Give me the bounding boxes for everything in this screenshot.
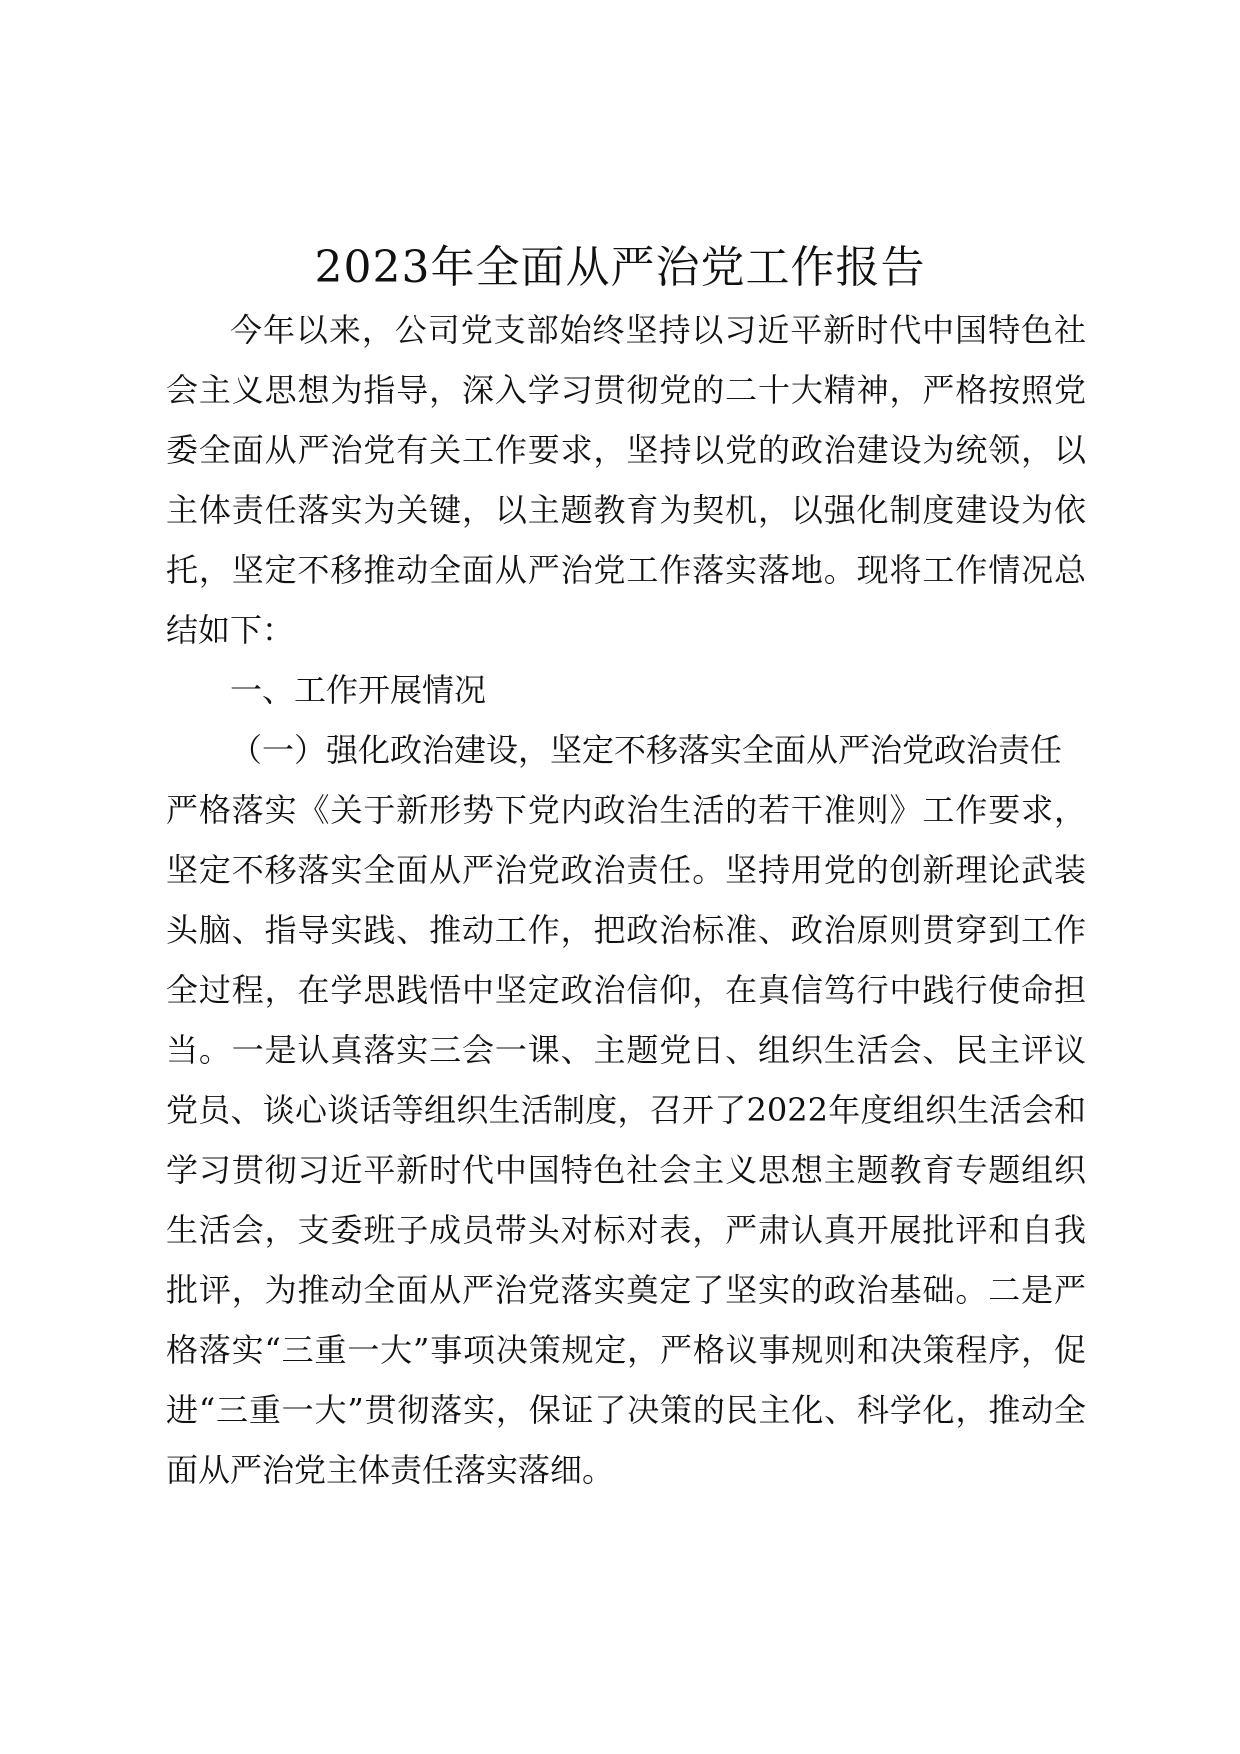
document-title: 2023年全面从严治党工作报告 <box>314 242 926 293</box>
intro-paragraph: 今年以来，公司党支部始终坚持以习近平新时代中国特色社会主义思想为指导，深入学习贯彻党的二十大精神，严格按照党委全面从严治党有关工作要求，坚持以党的政治建设为统领，以主体责任落实为关键，以主题教育为契机，以强化制度建设为依托，坚定不移推动全面从严治党工作落实落地。现将工作情况总结如下： <box>166 311 1086 649</box>
document-body <box>166 300 1086 1500</box>
section-heading: 一、工作开展情况 <box>230 671 487 709</box>
subsection-paragraph: 严格落实《关于新形势下党内政治生活的若干准则》工作要求，坚定不移落实全面从严治党政治责任。坚持用党的创新理论武装头脑、指导实践、推动工作，把政治标准、政治原则贯穿到工作全过程，在学思践悟中坚定政治信仰，在真信笃行中践行使命担当。一是认真落实三会一课、主题党日、组织生活会、民主评议党员、谈心谈话等组织生活制度，召开了2022年度组织生活会和学习贯彻习近平新时代中国特色社会主义思想主题教育专题组织生活会，支委班子成员带头对标对表，严肃认真开展批评和自我批评，为推动全面从严治党落实奠定了坚实的政治基础。二是严格落实“三重一大”事项决策规定，严格议事规则和决策程序，促进“三重一大”贯彻落实，保证了决策的民主化、科学化，推动全面从严治党主体责任落实落细。 <box>166 791 1086 1489</box>
subsection-heading: （一）强化政治建设，坚定不移落实全面从严治党政治责任 <box>230 731 1063 769</box>
